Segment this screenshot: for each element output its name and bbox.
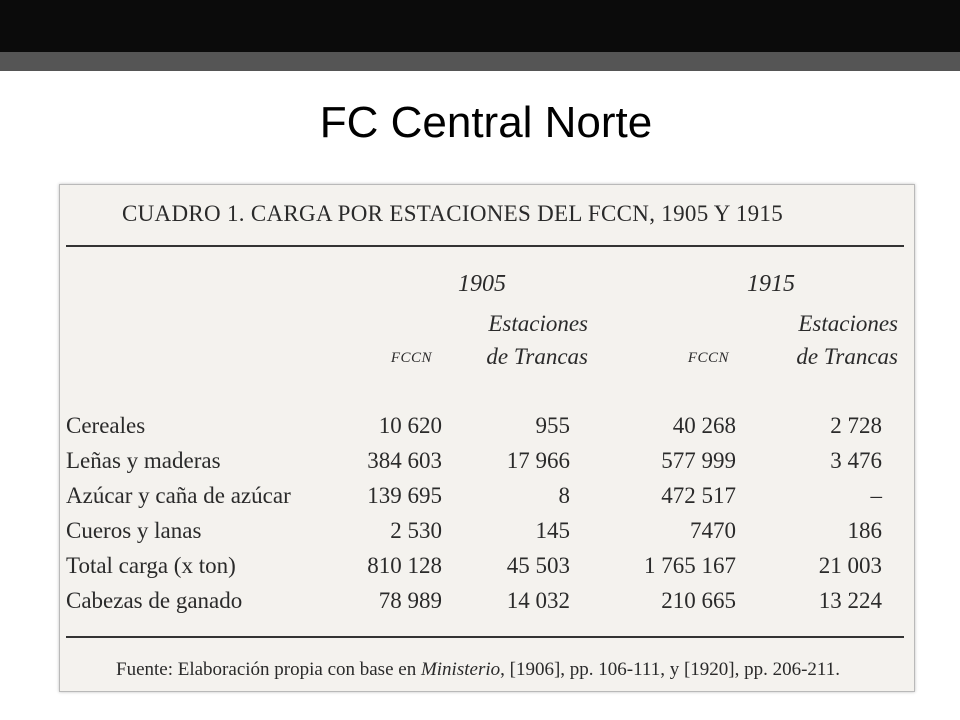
cell-fccn-1905: 78 989 (378, 588, 442, 613)
source-text-italic: Ministerio (420, 659, 501, 680)
cell-fccn-1905: 810 128 (367, 553, 442, 578)
top-bar (0, 0, 960, 52)
slide-title: FC Central Norte (319, 98, 653, 147)
cell-trancas-1915: 3 476 (830, 448, 882, 473)
table-title: CUADRO 1. CARGA POR ESTACIONES DEL FCCN, 1905 Y 1915 (122, 201, 784, 226)
bottom-rule (66, 636, 904, 638)
cell-trancas-1905: 45 503 (506, 553, 570, 578)
cell-trancas-1915: 21 003 (818, 553, 882, 578)
cell-trancas-1915: 2 728 (830, 413, 882, 438)
cell-fccn-1905: 2 530 (390, 518, 442, 543)
year-1905-header: 1905 (458, 271, 506, 297)
col-header-estaciones-1915 (766, 307, 898, 373)
source-text-after: , [1906], pp. 106-111, y [1920], pp. 206-211. (500, 659, 840, 680)
cell-fccn-1915: 40 268 (672, 413, 736, 438)
cell-trancas-1905: 145 (535, 518, 570, 543)
col-header-estaciones-1905 (460, 307, 588, 373)
cell-fccn-1915: 472 517 (661, 483, 736, 508)
cell-trancas-1915: 186 (847, 518, 882, 543)
cell-trancas-1905: 14 032 (506, 588, 570, 613)
top-bar-stripe (0, 52, 960, 71)
top-rule (66, 245, 904, 247)
col-header-fccn-1905: FCCN (390, 350, 432, 366)
col-header-line1: Estaciones (798, 311, 898, 336)
cell-fccn-1905: 10 620 (378, 413, 442, 438)
cell-trancas-1905: 17 966 (506, 448, 570, 473)
row-label-cueros: Cueros y lanas (66, 518, 202, 543)
col-header-line2: de Trancas (796, 344, 898, 369)
cell-trancas-1915: – (870, 483, 882, 508)
row-label-cabezas: Cabezas de ganado (66, 588, 243, 613)
row-label-cereales: Cereales (66, 413, 146, 438)
cell-fccn-1915: 577 999 (661, 448, 736, 473)
row-label-total: Total carga (x ton) (66, 553, 236, 578)
row-label-lenas: Leñas y maderas (66, 448, 221, 473)
year-1915-header: 1915 (747, 271, 795, 297)
cell-trancas-1915: 13 224 (818, 588, 882, 613)
cell-fccn-1915: 1 765 167 (644, 553, 736, 578)
table-figure (59, 184, 915, 692)
cell-fccn-1905: 384 603 (367, 448, 442, 473)
cell-fccn-1905: 139 695 (367, 483, 442, 508)
row-label-azucar: Azúcar y caña de azúcar (66, 483, 291, 508)
col-header-fccn-1915: FCCN (687, 350, 729, 366)
col-header-line2: de Trancas (486, 344, 588, 369)
cell-trancas-1905: 8 (558, 483, 570, 508)
col-header-line1: Estaciones (488, 311, 588, 336)
cell-trancas-1905: 955 (535, 413, 570, 438)
source-text-before: Fuente: Elaboración propia con base en (116, 659, 421, 680)
source-note (116, 659, 840, 681)
cell-fccn-1915: 210 665 (661, 588, 736, 613)
cell-fccn-1915: 7470 (690, 518, 736, 543)
